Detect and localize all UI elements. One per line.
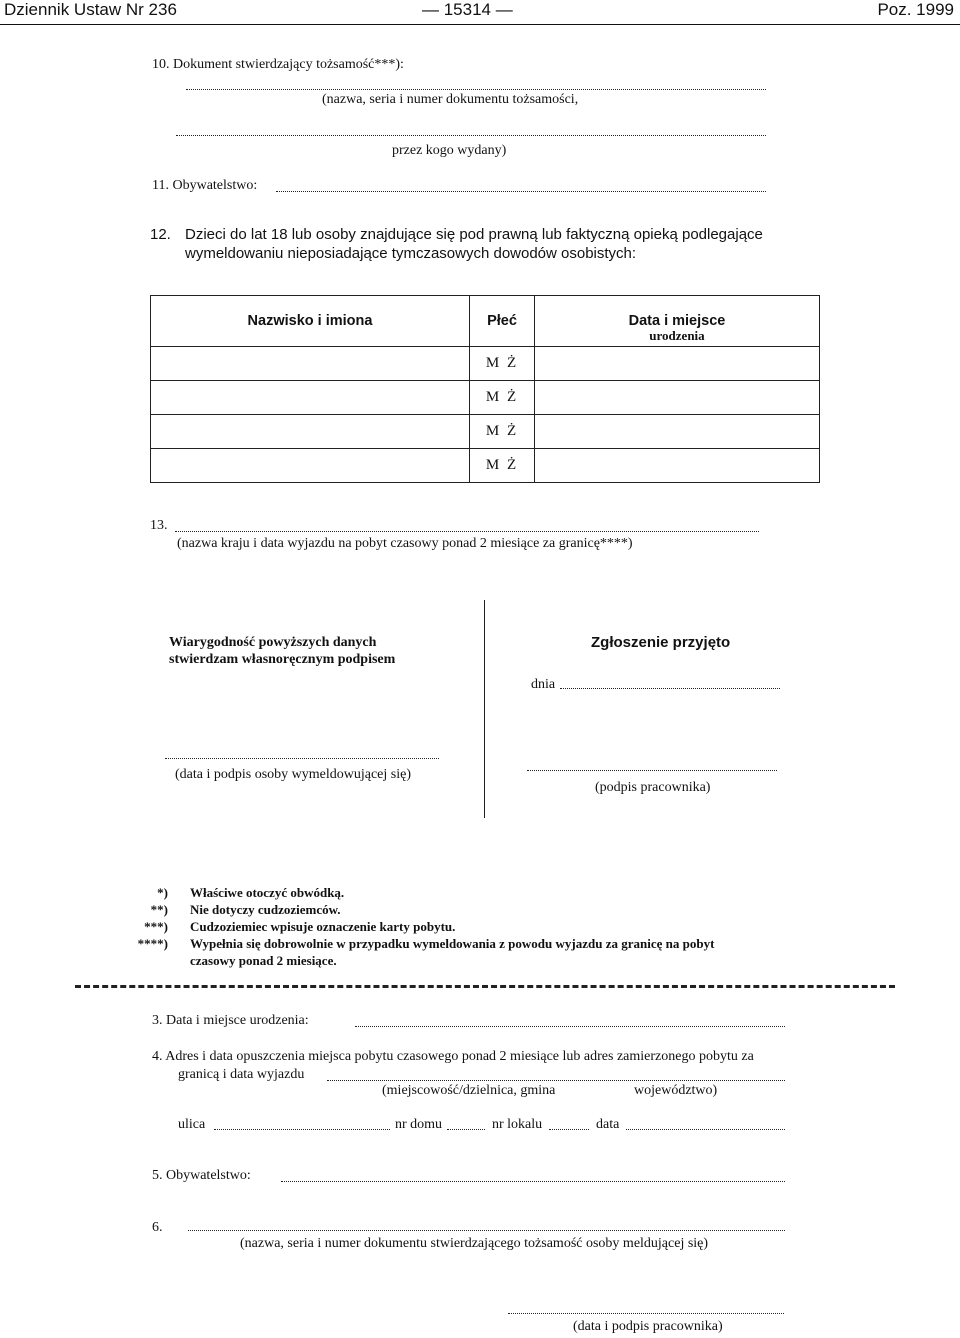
item-13-number: 13. bbox=[150, 518, 168, 533]
item-12-number: 12. bbox=[150, 226, 171, 243]
children-table bbox=[150, 295, 820, 483]
item-6-line[interactable] bbox=[188, 1230, 785, 1231]
sex-cell[interactable]: M Ż bbox=[470, 449, 535, 483]
item-12-line-2: wymeldowaniu nieposiadające tymczasowych dowodów osobistych: bbox=[185, 245, 637, 262]
resident-signature-line[interactable] bbox=[165, 758, 439, 759]
page-number: — 15314 — bbox=[422, 0, 513, 19]
item-4-line-2: granicą i data wyjazdu bbox=[178, 1067, 305, 1082]
signature-divider bbox=[484, 600, 485, 818]
item-3-label: 3. Data i miejsce urodzenia: bbox=[152, 1013, 309, 1028]
item-13-line[interactable] bbox=[175, 531, 759, 532]
footnote-text: Nie dotyczy cudzoziemców. bbox=[190, 902, 341, 917]
clerk-signature-caption: (podpis pracownika) bbox=[595, 780, 711, 795]
table-row bbox=[151, 381, 820, 415]
item-10-caption-1: (nazwa, seria i numer dokumentu tożsamości, bbox=[322, 92, 579, 107]
position-number: Poz. 1999 bbox=[877, 0, 954, 19]
clerk-final-signature-line[interactable] bbox=[508, 1313, 784, 1314]
header-name: Nazwisko i imiona bbox=[151, 296, 470, 347]
item-12-line-1: Dzieci do lat 18 lub osoby znajdujące się pod prawną lub faktyczną opieką podlegające bbox=[185, 226, 763, 243]
item-10-caption-2: przez kogo wydany) bbox=[392, 143, 507, 158]
accepted-title: Zgłoszenie przyjęto bbox=[591, 634, 731, 651]
item-6-number: 6. bbox=[152, 1220, 163, 1235]
item-10-line-2[interactable] bbox=[176, 135, 766, 136]
item-4-address-line[interactable] bbox=[327, 1080, 785, 1081]
table-row bbox=[151, 415, 820, 449]
birth-cell[interactable] bbox=[535, 347, 820, 381]
acceptance-date-line[interactable] bbox=[560, 688, 780, 689]
item-13-caption: (nazwa kraju i data wyjazdu na pobyt czasowy ponad 2 miesiące za granicę****) bbox=[177, 536, 633, 551]
name-cell[interactable] bbox=[151, 449, 470, 483]
item-5-line[interactable] bbox=[281, 1181, 785, 1182]
nr-lokalu-line[interactable] bbox=[549, 1129, 589, 1130]
item-3-line[interactable] bbox=[355, 1026, 785, 1027]
footnote-text: czasowy ponad 2 miesiące. bbox=[190, 953, 337, 968]
sex-cell[interactable]: M Ż bbox=[470, 415, 535, 449]
header-birth: Data i miejsce urodzenia bbox=[535, 296, 820, 347]
name-cell[interactable] bbox=[151, 381, 470, 415]
verification-line-2: stwierdzam własnoręcznym podpisem bbox=[169, 652, 396, 667]
data-line[interactable] bbox=[626, 1129, 785, 1130]
footnote-mark: *) bbox=[157, 885, 168, 900]
clerk-final-signature-caption: (data i podpis pracownika) bbox=[573, 1319, 723, 1334]
cut-line bbox=[75, 985, 895, 988]
table-row bbox=[151, 449, 820, 483]
nr-domu-label: nr domu bbox=[395, 1117, 443, 1132]
sex-cell[interactable]: M Ż bbox=[470, 347, 535, 381]
header-sex: Płeć bbox=[470, 296, 535, 347]
clerk-signature-line[interactable] bbox=[527, 770, 777, 771]
nr-domu-line[interactable] bbox=[447, 1129, 485, 1130]
footnote-mark: ****) bbox=[137, 936, 168, 951]
birth-cell[interactable] bbox=[535, 415, 820, 449]
resident-signature-caption: (data i podpis osoby wymeldowującej się) bbox=[175, 767, 412, 782]
footnote-mark: **) bbox=[150, 902, 168, 917]
page-header bbox=[0, 0, 960, 25]
ulica-line[interactable] bbox=[214, 1129, 390, 1130]
verification-line-1: Wiarygodność powyższych danych bbox=[169, 635, 377, 650]
birth-cell[interactable] bbox=[535, 381, 820, 415]
journal-title: Dziennik Ustaw Nr 236 bbox=[4, 0, 177, 19]
table-header-row bbox=[151, 296, 820, 347]
footnote-text: Właściwe otoczyć obwódką. bbox=[190, 885, 345, 900]
item-4-caption-b: województwo) bbox=[634, 1083, 718, 1098]
item-11-label: 11. Obywatelstwo: bbox=[152, 178, 258, 193]
ulica-label: ulica bbox=[178, 1117, 206, 1132]
item-4-caption-a: (miejscowość/dzielnica, gmina bbox=[382, 1083, 556, 1098]
footnote-text: Cudzoziemiec wpisuje oznaczenie karty pobytu. bbox=[190, 919, 456, 934]
item-4-line-1: 4. Adres i data opuszczenia miejsca pobytu czasowego ponad 2 miesiące lub adres zamierzonego pobytu za bbox=[152, 1049, 754, 1064]
item-5-label: 5. Obywatelstwo: bbox=[152, 1168, 251, 1183]
dnia-label: dnia bbox=[531, 677, 556, 692]
sex-cell[interactable]: M Ż bbox=[470, 381, 535, 415]
birth-cell[interactable] bbox=[535, 449, 820, 483]
table-row bbox=[151, 347, 820, 381]
item-11-line[interactable] bbox=[276, 191, 766, 192]
name-cell[interactable] bbox=[151, 415, 470, 449]
nr-lokalu-label: nr lokalu bbox=[492, 1117, 543, 1132]
footnote-text: Wypełnia się dobrowolnie w przypadku wymeldowania z powodu wyjazdu za granicę na pobyt bbox=[190, 936, 715, 951]
name-cell[interactable] bbox=[151, 347, 470, 381]
footnote-mark: ***) bbox=[144, 919, 168, 934]
item-10-label: 10. Dokument stwierdzający tożsamość***): bbox=[152, 57, 404, 72]
item-6-caption: (nazwa, seria i numer dokumentu stwierdzającego tożsamość osoby meldującej się) bbox=[240, 1236, 709, 1251]
item-10-line-1[interactable] bbox=[186, 89, 766, 90]
data-label: data bbox=[596, 1117, 620, 1132]
